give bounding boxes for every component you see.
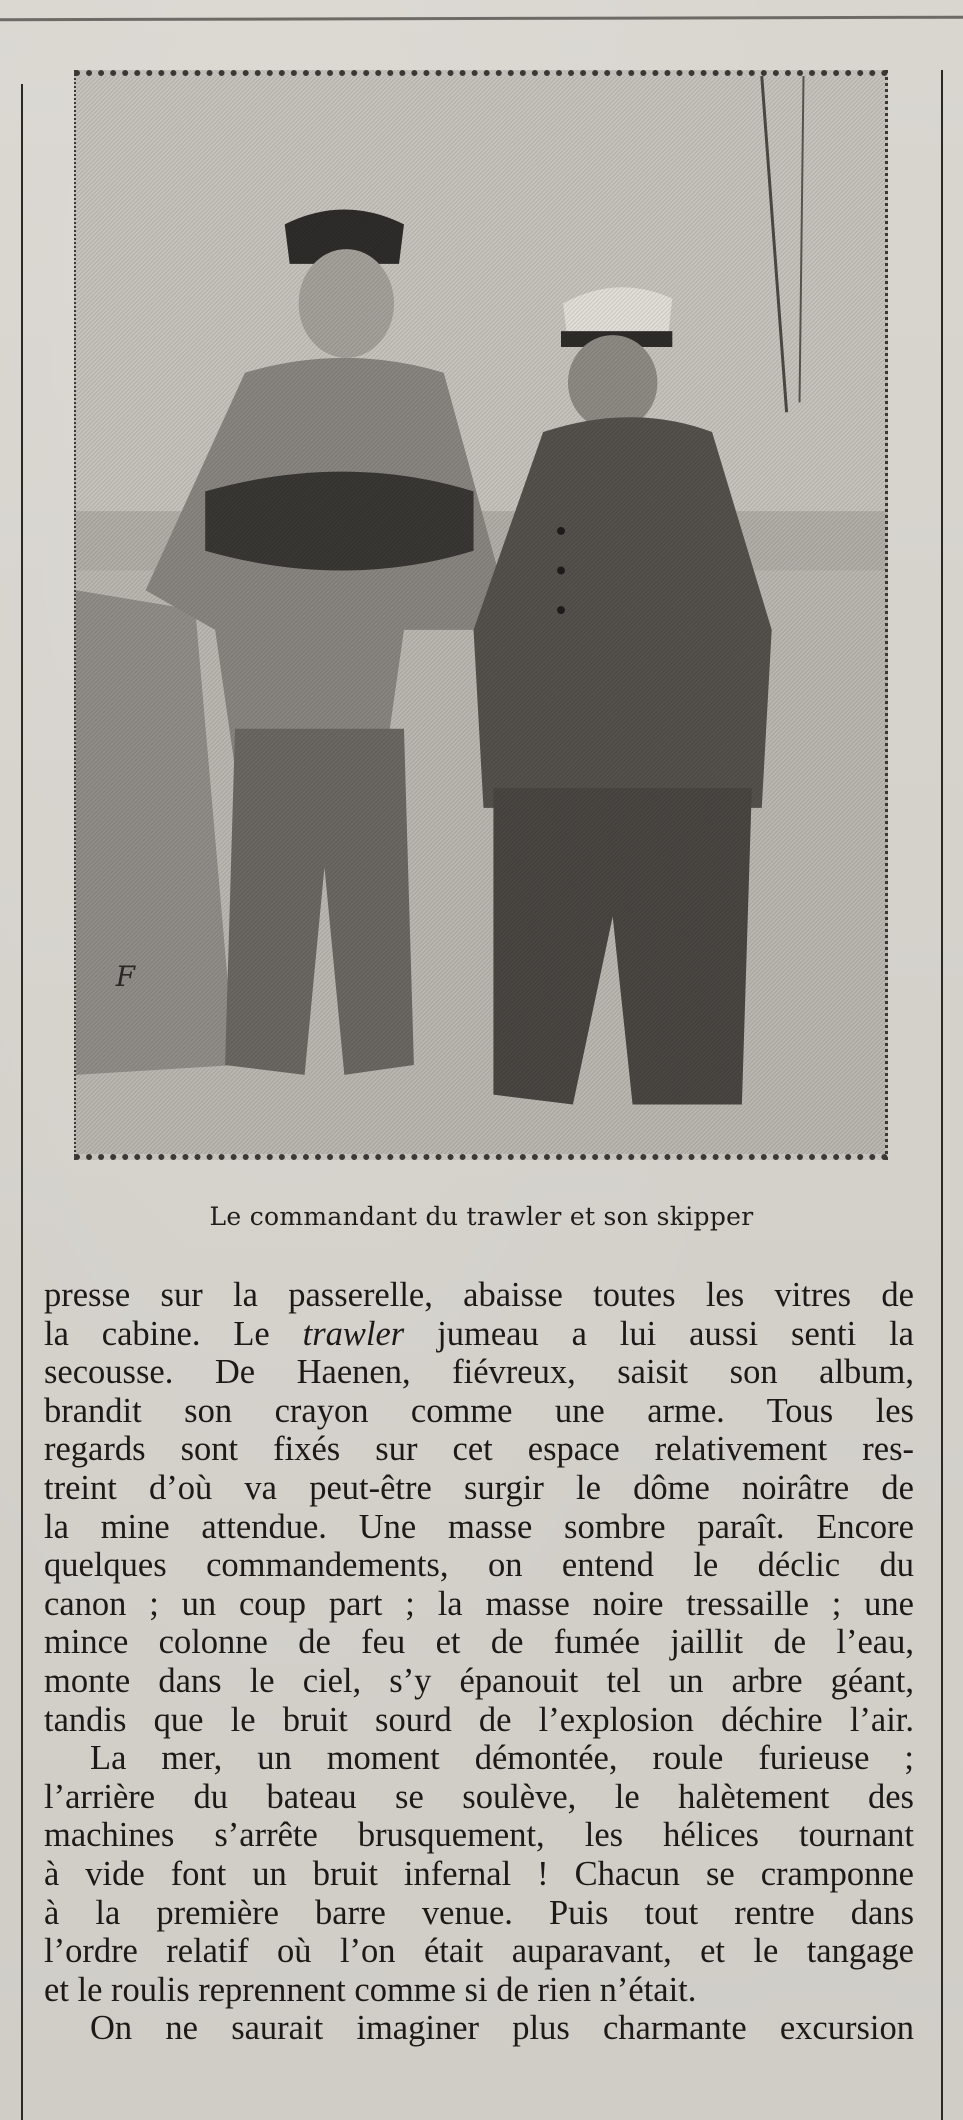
italic-word: trawler [302, 1314, 405, 1353]
text-line: brandit son crayon comme une arme. Tous les [44, 1391, 914, 1430]
svg-text:F: F [115, 959, 136, 993]
text-line: tandis que le bruit sourd de l’explosion déchire l’air. [44, 1700, 914, 1739]
text-line: l’arrière du bateau se soulève, le halètement des [44, 1777, 914, 1816]
text-line: regards sont fixés sur cet espace relativement res- [44, 1430, 914, 1469]
text-line [44, 1315, 914, 1354]
text-fragment: jumeau a lui aussi senti la [404, 1314, 914, 1353]
text-fragment: la cabine. Le [44, 1314, 303, 1353]
paragraph-end-line: et le roulis reprennent comme si de rien n’était. [44, 1970, 697, 2009]
text-line: à vide font un bruit infernal ! Chacun se cramponne [44, 1854, 914, 1893]
paragraph-start-line: La mer, un moment démontée, roule furieuse ; [90, 1739, 914, 1778]
top-rule [0, 16, 963, 22]
text-line: secousse. De Haenen, fiévreux, saisit son album, [44, 1353, 914, 1392]
text-line: l’ordre relatif où l’on était auparavant, et le tangage [44, 1932, 914, 1971]
text-line: treint d’où va peut-être surgir le dôme noirâtre de [44, 1468, 914, 1507]
column-rule-left [21, 84, 23, 2120]
text-line: mince colonne de feu et de fumée jaillit de l’eau, [44, 1623, 914, 1662]
text-line: quelques commandements, on entend le déclic du [44, 1546, 914, 1585]
text-line: la mine attendue. Une masse sombre paraît. Encore [44, 1507, 914, 1546]
photograph [74, 70, 888, 1160]
article-body [44, 1276, 914, 2048]
text-line: à la première barre venue. Puis tout rentre dans [44, 1893, 914, 1932]
photo-illustration [76, 76, 885, 1154]
photo-caption: Le commandant du trawler et son skipper [209, 1202, 754, 1231]
text-line: machines s’arrête brusquement, les hélices tournant [44, 1816, 914, 1855]
text-line: canon ; un coup part ; la masse noire tressaille ; une [44, 1584, 914, 1623]
column-rule-right [941, 70, 943, 2120]
paragraph-start-line: On ne saurait imaginer plus charmante excursion [90, 2009, 914, 2048]
text-line: presse sur la passerelle, abaisse toutes les vitres de [44, 1276, 914, 1314]
text-line: monte dans le ciel, s’y épanouit tel un arbre géant, [44, 1661, 914, 1700]
